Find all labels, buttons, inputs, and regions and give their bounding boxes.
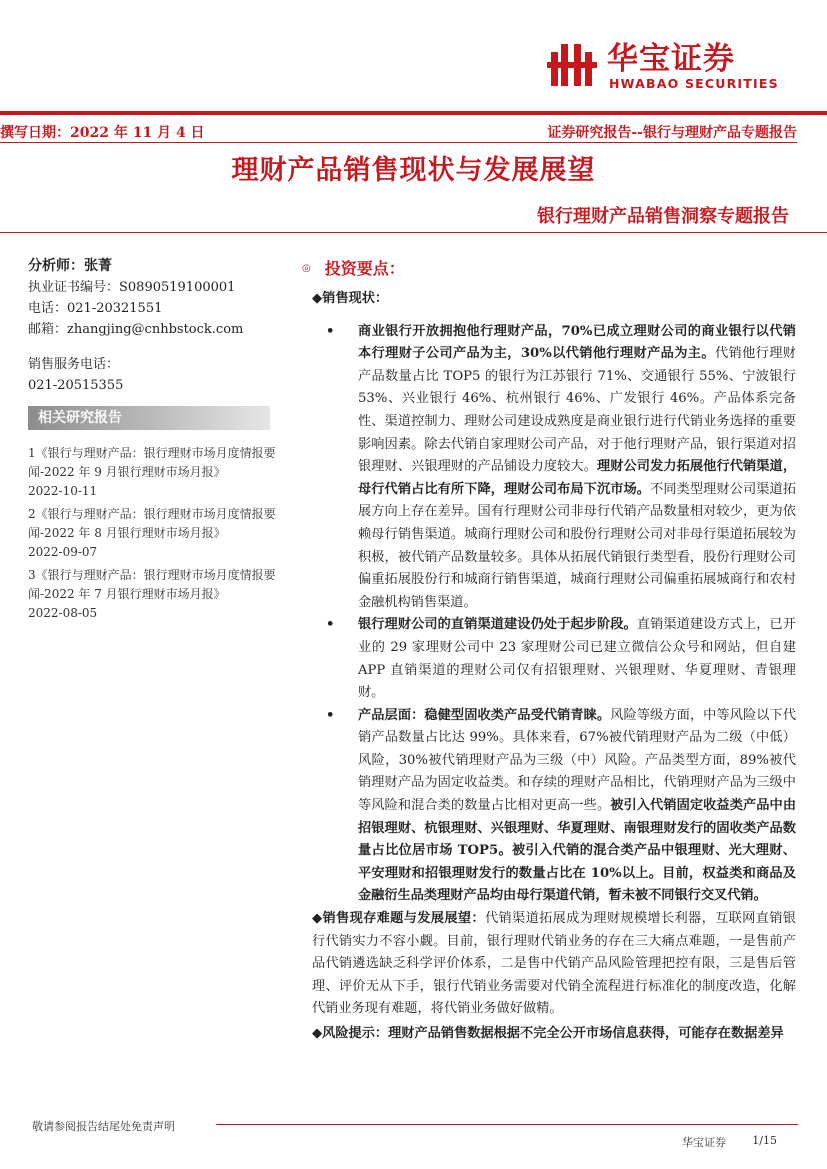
key-points-section	[302, 256, 797, 1046]
analyst-name: 分析师：张菁	[28, 258, 112, 274]
report-date: 2022-08-05	[28, 606, 98, 620]
report-type: 证券研究报告--银行与理财产品专题报告	[547, 125, 797, 141]
related-reports-list	[28, 444, 278, 623]
key-points-label: 投资要点：	[324, 258, 405, 278]
report-title: 3《银行与理财产品：银行理财市场月度情报要闻-2022 年 7 月银行理财市场月报》	[28, 568, 276, 601]
report-date: 2022-10-11	[28, 484, 98, 498]
analyst-phone: 电话：021-20321551	[28, 301, 163, 316]
hwabao-logo-icon	[547, 42, 599, 90]
analyst-sidebar	[28, 256, 278, 627]
list-item[interactable]	[28, 566, 278, 623]
page-subtitle: 银行理财产品销售洞察专题报告	[537, 206, 789, 227]
report-date: 2022-09-07	[28, 545, 98, 559]
sales-phone-label: 销售服务电话：	[28, 357, 120, 372]
header-divider	[0, 111, 827, 115]
list-item: • 银行理财公司的直销渠道建设仍处于起步阶段。直销渠道建设方式上，已开业的 29 家理财公司中 23 家理财公司已建立微信公众号和网站，但自建 APP 直销渠道的理财公司仅有招银理财、兴银理财、华夏理财、青银理财。	[312, 614, 796, 704]
sales-status-heading: ◆销售现状：	[312, 291, 389, 306]
target-icon: ◎	[302, 262, 311, 274]
logo-en-text: HWABAO SECURITIES	[609, 76, 779, 91]
report-title: 1《银行与理财产品：银行理财市场月度情报要闻-2022 年 9 月银行理财市场月报》	[28, 446, 276, 479]
list-item[interactable]	[28, 444, 278, 501]
bullet-icon: •	[326, 323, 335, 339]
list-item: • 商业银行开放拥抱他行理财产品，70%已成立理财公司的商业银行以代销本行理财子公司产品为主，30%以代销他行理财产品为主。代销他行理财产品数量占比 TOP5 的银行为江苏银行 71%、交通银行 55%、宁波银行 53%、兴业银行 46%、杭州银行 46%、广发银行 46%。产品体系完备性、渠道控制力、理财公司建设成熟度是商业银行进行代销业务选择的重要影响因素。除去代销自家理财公司产品，对于他行理财产品，银行渠道对招银理财、兴银理财的产品铺设力度较大。理财公司发力拓展他行代销渠道，母行代销占比有所下降，理财公司布局下沉市场。不同类型理财公司渠道拓展方向上存在差异。国有行理财公司非母行代销产品数量相对较少，更为依赖母行销售渠道。城商行理财公司和股份行理财公司对非母行渠道拓展较为积极，被代销产品数量较多。具体从拓展代销银行类型看，股份行理财公司偏重拓展股份行和城商行销售渠道，城商行理财公司偏重拓展城商行和农村金融机构销售渠道。	[312, 321, 796, 615]
analyst-email[interactable]: 邮箱：zhangjing@cnhbstock.com	[28, 322, 244, 337]
report-date: 撰写日期：2022 年 11 月 4 日	[0, 125, 205, 141]
report-title: 2《银行与理财产品：银行理财市场月度情报要闻-2022 年 8 月银行理财市场月报》	[28, 507, 276, 540]
footer-brand: 华宝证券	[682, 1136, 726, 1149]
page-title: 理财产品销售现状与发展展望	[231, 155, 596, 186]
logo-cn-text: 华宝证券	[607, 41, 735, 77]
related-reports-header: 相关研究报告	[28, 406, 270, 430]
title-divider	[0, 232, 827, 233]
analyst-license: 执业证书编号：S0890519100001	[28, 280, 236, 295]
risk-paragraph: ◆风险提示：理财产品销售数据根据不完全公开市场信息获得，可能存在数据差异	[312, 1026, 784, 1041]
key-points-title	[302, 256, 796, 282]
company-logo	[547, 42, 787, 92]
header-thin-divider	[0, 142, 797, 143]
risk-heading: ◆风险提示：	[312, 1026, 389, 1041]
bullet-icon: •	[326, 707, 335, 723]
sales-phone: 021-20515355	[28, 378, 124, 393]
bullet-icon: •	[326, 617, 335, 633]
difficulty-paragraph: ◆销售现存难题与发展展望：代销渠道拓展成为理财规模增长利器，互联网直销银行代销实力不容小觑。目前，银行理财代销业务的存在三大痛点难题，一是售前产品代销遴选缺乏科学评价体系，二是售中代销产品风险管理把控有限，三是售后管理、评价无从下手，银行代销业务需要对代销全流程进行标准化的制度改造，化解代销业务现有难题，将代销业务做好做精。	[312, 911, 796, 1017]
footer-divider	[216, 1124, 798, 1125]
list-item[interactable]	[28, 505, 278, 562]
footer-disclaimer: 敬请参阅报告结尾处免责声明	[32, 1120, 175, 1133]
difficulty-heading: ◆销售现存难题与发展展望：	[312, 911, 485, 927]
sales-status-list	[312, 321, 796, 908]
list-item: • 产品层面：稳健型固收类产品受代销青睐。风险等级方面，中等风险以下代销产品数量占比达 99%。具体来看，67%被代销理财产品为二级（中低）风险，30%被代销理财产品为三级（中）风险。产品类型方面，89%被代销理财产品为固定收益类。和存续的理财产品相比，代销理财产品为三级中等风险和混合类的数量占比相对更高一些。被引入代销固定收益类产品中由招银理财、杭银理财、兴银理财、华夏理财、南银理财发行的固收类产品数量占比位居市场 TOP5。被引入代销的混合类产品中银理财、光大理财、平安理财和招银理财发行的数量占比在 10%以上。目前，权益类和商品及金融衍生品类理财产品均由母行渠道代销，暂未被不同银行交叉代销。	[312, 705, 796, 908]
page-number: 1/15	[752, 1134, 777, 1147]
